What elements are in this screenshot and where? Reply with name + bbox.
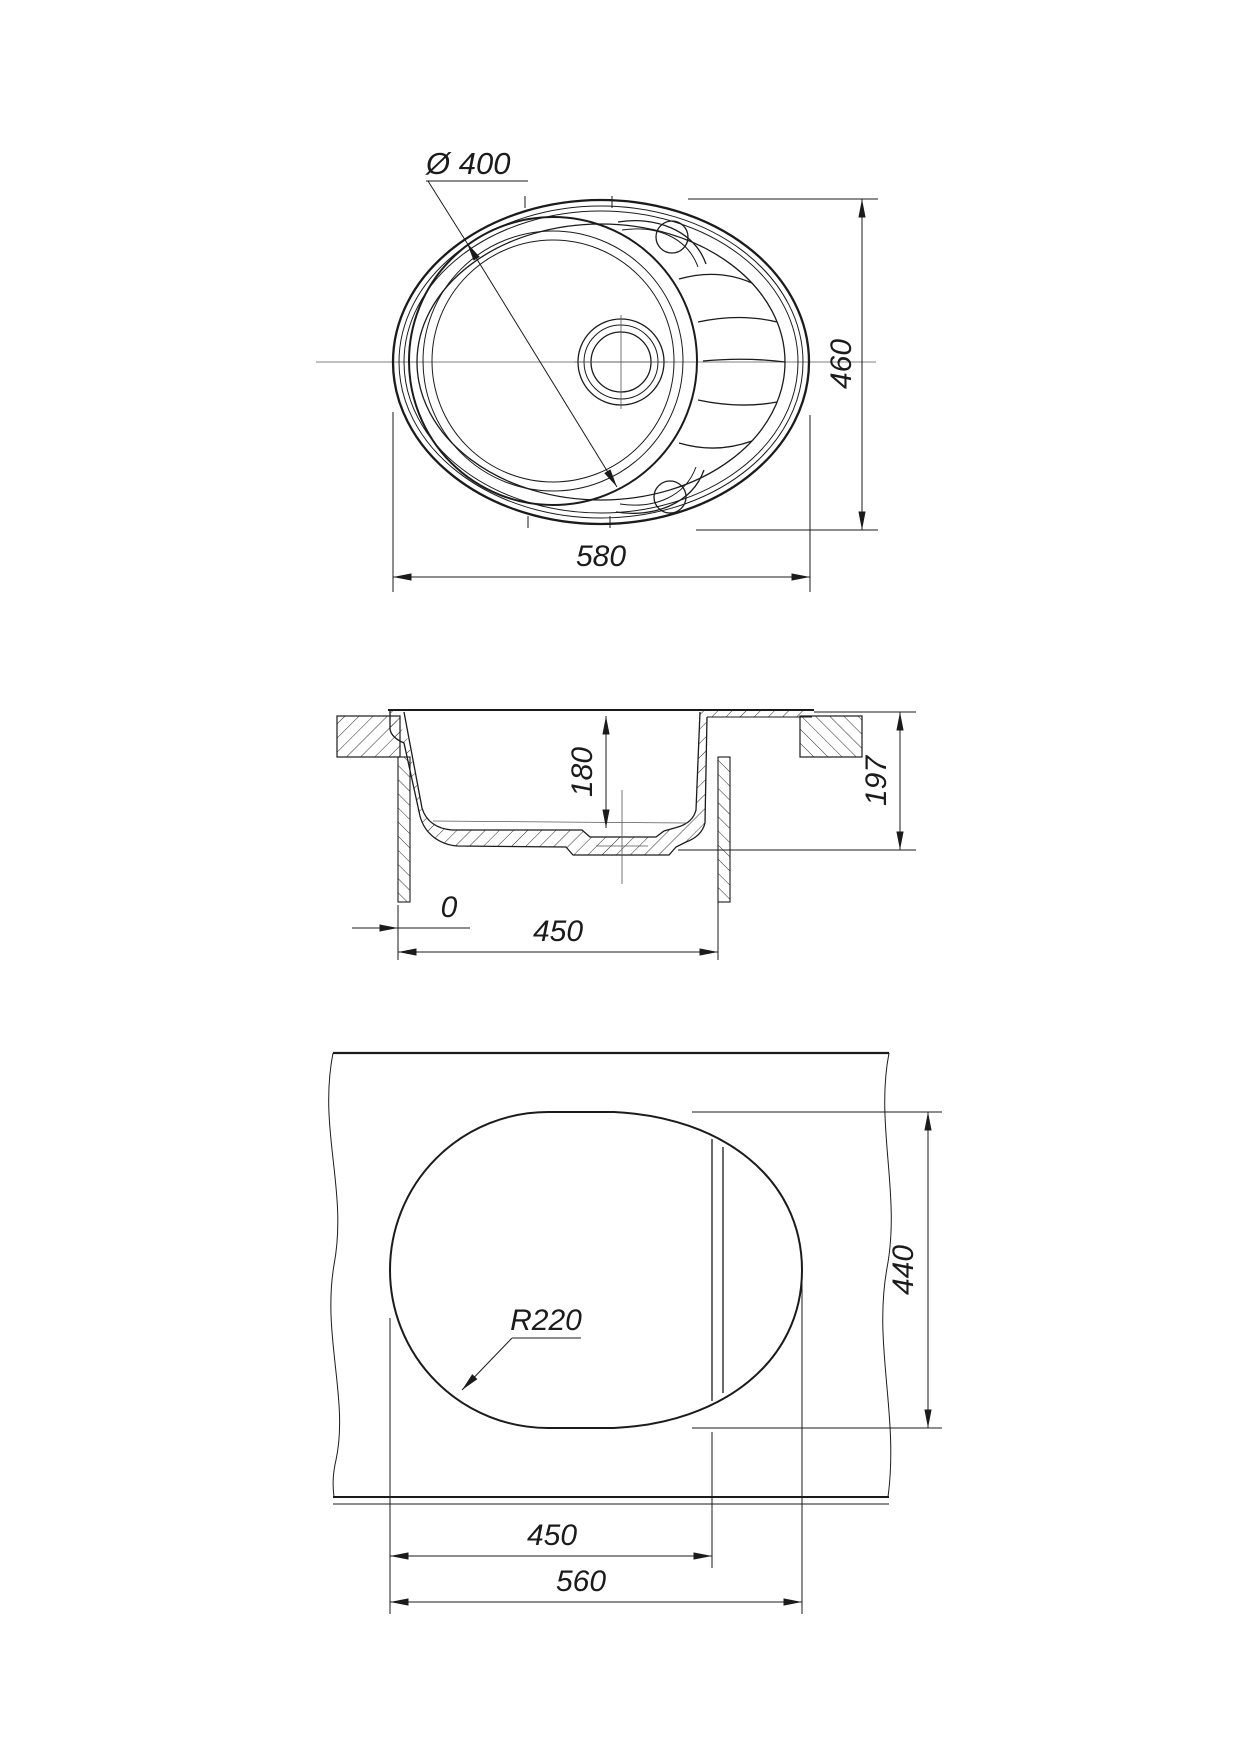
cutout-outline [390, 1112, 802, 1428]
section-view [337, 710, 916, 960]
drain-hole [574, 315, 668, 409]
cutout-height-label: 440 [887, 1244, 920, 1296]
cutout-view [329, 1053, 942, 1614]
bowl-circle [409, 217, 697, 505]
dim-sink-height [688, 199, 878, 530]
dim-bowl-depth [566, 716, 606, 828]
mount-depth-label: 197 [860, 755, 893, 807]
sink-inner-profile [404, 712, 700, 837]
zero-offset-label: 0 [440, 891, 458, 924]
dim-sink-width [393, 412, 810, 592]
break-line-left [329, 1053, 340, 1497]
bowl-diameter-label: Ø 400 [426, 146, 511, 181]
cutout-length-label: 560 [555, 1565, 607, 1598]
drainer-ribs [679, 274, 785, 448]
dim-bowl-diameter [425, 146, 617, 487]
countertop-right [800, 716, 862, 757]
cabinet-wall-right [718, 757, 730, 902]
faucet-hole-top [618, 221, 706, 267]
dim-zero-offset [352, 891, 470, 960]
sink-height-label: 460 [825, 338, 858, 390]
cabinet-width-label: 450 [532, 915, 584, 948]
cutout-width-label: 450 [526, 1519, 578, 1552]
dim-mount-depth [678, 712, 916, 850]
cabinet-wall-left [398, 757, 410, 902]
top-view [316, 146, 878, 592]
corner-radius-label: R220 [510, 1304, 582, 1337]
sink-shell [390, 710, 812, 855]
sink-width-label: 580 [575, 540, 627, 573]
bowl-depth-label: 180 [566, 746, 599, 798]
